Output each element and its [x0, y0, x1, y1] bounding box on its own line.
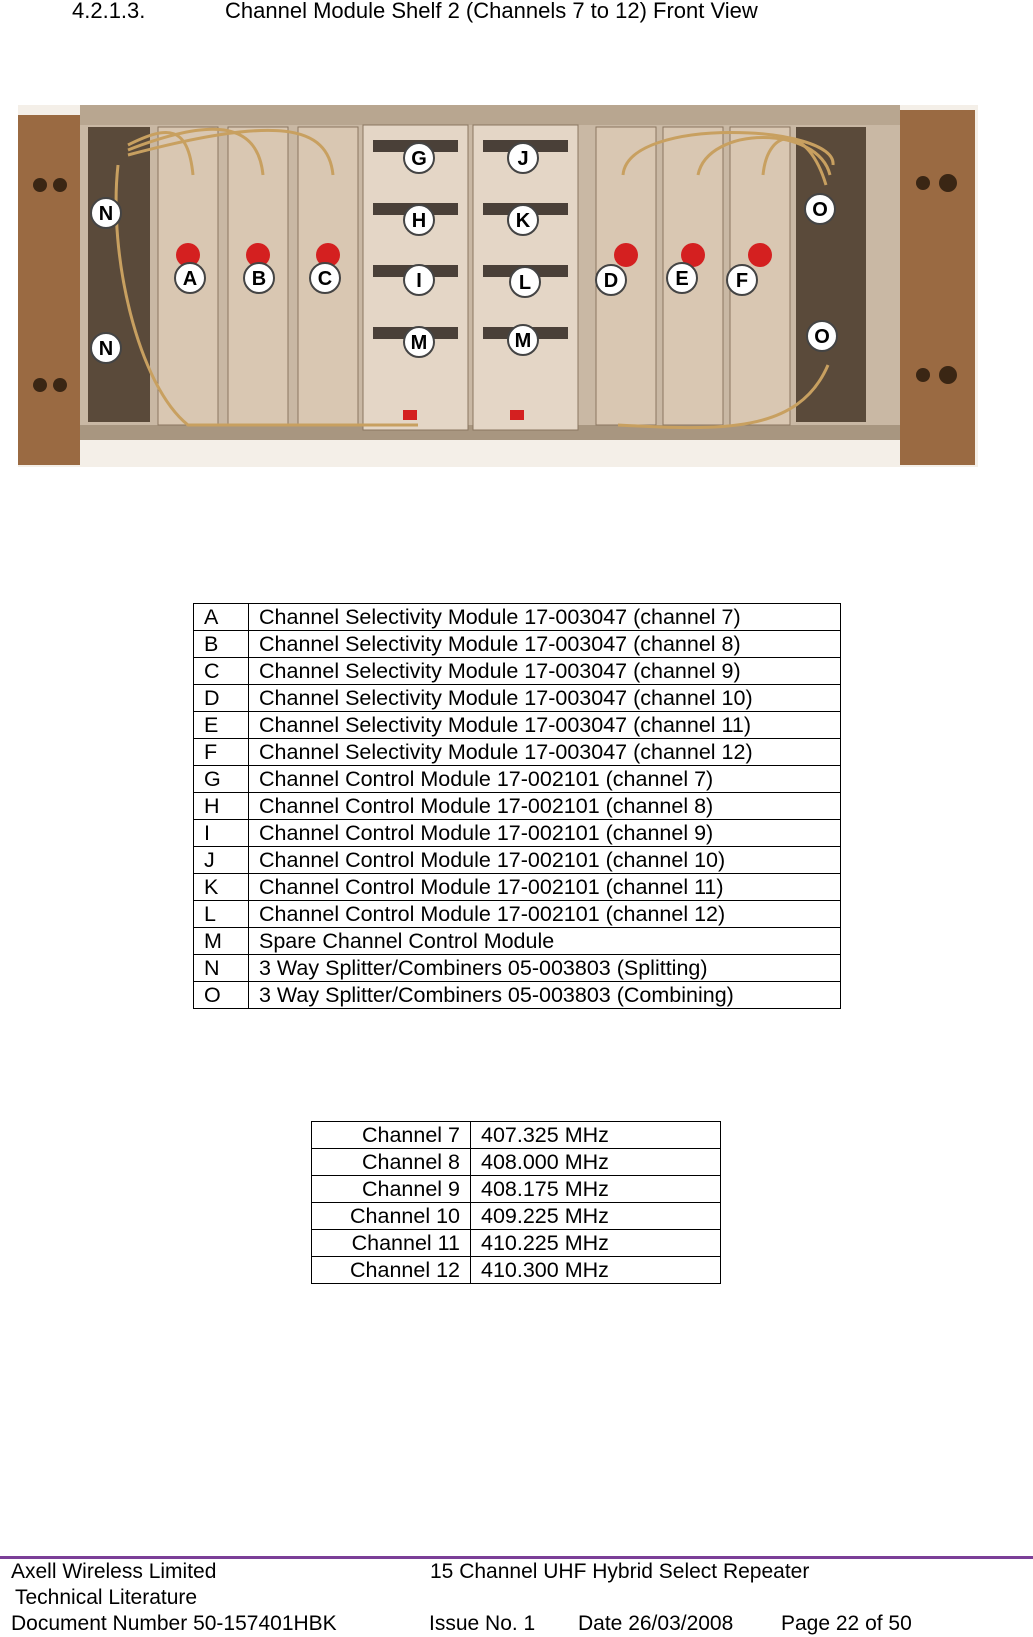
svg-text:J: J: [517, 148, 529, 170]
channel-name: Channel 11: [312, 1230, 471, 1257]
svg-text:K: K: [515, 210, 531, 232]
svg-text:N: N: [98, 203, 114, 225]
legend-row: [194, 793, 841, 820]
svg-text:E: E: [675, 268, 689, 290]
frequency-table: [311, 1121, 721, 1284]
legend-row: [194, 901, 841, 928]
svg-text:G: G: [411, 148, 427, 170]
legend-desc: Channel Selectivity Module 17-003047 (channel 11): [249, 712, 841, 739]
callout-m-left: [404, 327, 434, 357]
frequency-row: [312, 1176, 721, 1203]
legend-desc: Channel Selectivity Module 17-003047 (channel 12): [249, 739, 841, 766]
legend-row: [194, 982, 841, 1009]
legend-desc: Channel Selectivity Module 17-003047 (channel 9): [249, 658, 841, 685]
legend-desc: Channel Control Module 17-002101 (channel 7): [249, 766, 841, 793]
legend-row: [194, 685, 841, 712]
callout-d: [596, 265, 626, 295]
legend-table: [193, 603, 841, 1009]
svg-text:A: A: [182, 268, 198, 290]
callout-f: [727, 265, 757, 295]
section-title: Channel Module Shelf 2 (Channels 7 to 12) Front View: [225, 0, 758, 23]
callout-j: [508, 143, 538, 173]
svg-text:M: M: [514, 330, 532, 352]
svg-text:O: O: [812, 199, 828, 221]
frequency-row: [312, 1257, 721, 1284]
footer-page: Page 22 of 50: [781, 1612, 912, 1635]
legend-desc: Channel Selectivity Module 17-003047 (channel 10): [249, 685, 841, 712]
legend-desc: Channel Control Module 17-002101 (channel 9): [249, 820, 841, 847]
channel-name: Channel 12: [312, 1257, 471, 1284]
svg-text:D: D: [603, 270, 619, 292]
footer-dept: Technical Literature: [15, 1586, 198, 1609]
legend-row: [194, 766, 841, 793]
legend-row: [194, 739, 841, 766]
footer-product: 15 Channel UHF Hybrid Select Repeater: [430, 1560, 810, 1583]
svg-text:L: L: [518, 272, 532, 294]
callout-k: [508, 205, 538, 235]
footer-issue: Issue No. 1: [429, 1612, 536, 1635]
callout-n-top: [91, 198, 121, 228]
section-number: 4.2.1.3.: [72, 0, 146, 23]
right-rack-ear: [900, 110, 975, 465]
legend-row: [194, 955, 841, 982]
svg-text:B: B: [251, 268, 267, 290]
frequency-row: [312, 1203, 721, 1230]
legend-row: [194, 847, 841, 874]
legend-key: J: [194, 847, 249, 874]
footer-doc-number: Document Number 50-157401HBK: [11, 1612, 337, 1635]
legend-row: [194, 658, 841, 685]
shelf-photo: [18, 105, 978, 467]
channel-frequency: 410.225 MHz: [471, 1230, 721, 1257]
legend-key: H: [194, 793, 249, 820]
legend-key: E: [194, 712, 249, 739]
legend-key: D: [194, 685, 249, 712]
legend-key: F: [194, 739, 249, 766]
legend-desc: Channel Selectivity Module 17-003047 (channel 7): [249, 604, 841, 631]
callout-a: [175, 263, 205, 293]
svg-text:N: N: [98, 338, 114, 360]
legend-key: G: [194, 766, 249, 793]
channel-name: Channel 10: [312, 1203, 471, 1230]
footer-rule: [0, 1556, 1033, 1559]
section-heading: [72, 0, 758, 24]
legend-row: [194, 631, 841, 658]
svg-text:H: H: [411, 210, 427, 232]
legend-key: B: [194, 631, 249, 658]
frequency-row: [312, 1122, 721, 1149]
legend-desc: 3 Way Splitter/Combiners 05-003803 (Splitting): [249, 955, 841, 982]
legend-desc: 3 Way Splitter/Combiners 05-003803 (Combining): [249, 982, 841, 1009]
legend-row: [194, 874, 841, 901]
callout-l: [510, 267, 540, 297]
callout-g: [404, 143, 434, 173]
callout-c: [310, 263, 340, 293]
channel-frequency: 410.300 MHz: [471, 1257, 721, 1284]
callout-h: [404, 205, 434, 235]
legend-desc: Channel Selectivity Module 17-003047 (channel 8): [249, 631, 841, 658]
callout-o-bottom: [807, 321, 837, 351]
legend-row: [194, 604, 841, 631]
legend-key: L: [194, 901, 249, 928]
channel-frequency: 407.325 MHz: [471, 1122, 721, 1149]
footer-company: Axell Wireless Limited: [11, 1560, 217, 1583]
channel-name: Channel 8: [312, 1149, 471, 1176]
footer-date: Date 26/03/2008: [578, 1612, 734, 1635]
legend-row: [194, 928, 841, 955]
legend-desc: Channel Control Module 17-002101 (channel 11): [249, 874, 841, 901]
legend-key: K: [194, 874, 249, 901]
legend-key: M: [194, 928, 249, 955]
callout-i: [404, 265, 434, 295]
legend-key: C: [194, 658, 249, 685]
legend-desc: Channel Control Module 17-002101 (channel 12): [249, 901, 841, 928]
legend-desc: Channel Control Module 17-002101 (channel 10): [249, 847, 841, 874]
legend-key: I: [194, 820, 249, 847]
channel-frequency: 408.000 MHz: [471, 1149, 721, 1176]
legend-key: O: [194, 982, 249, 1009]
callout-o-top: [805, 194, 835, 224]
callout-e: [667, 263, 697, 293]
legend-key: A: [194, 604, 249, 631]
channel-frequency: 408.175 MHz: [471, 1176, 721, 1203]
callout-m-right: [508, 325, 538, 355]
svg-text:F: F: [735, 270, 749, 292]
legend-desc: Spare Channel Control Module: [249, 928, 841, 955]
channel-frequency: 409.225 MHz: [471, 1203, 721, 1230]
svg-text:O: O: [814, 326, 830, 348]
channel-name: Channel 9: [312, 1176, 471, 1203]
svg-text:M: M: [410, 332, 428, 354]
legend-key: N: [194, 955, 249, 982]
legend-row: [194, 712, 841, 739]
channel-name: Channel 7: [312, 1122, 471, 1149]
frequency-row: [312, 1230, 721, 1257]
frequency-row: [312, 1149, 721, 1176]
callout-b: [244, 263, 274, 293]
legend-row: [194, 820, 841, 847]
svg-text:I: I: [416, 270, 422, 292]
callout-n-bottom: [91, 333, 121, 363]
left-rack-ear: [18, 115, 80, 465]
legend-desc: Channel Control Module 17-002101 (channel 8): [249, 793, 841, 820]
svg-text:C: C: [317, 268, 333, 290]
